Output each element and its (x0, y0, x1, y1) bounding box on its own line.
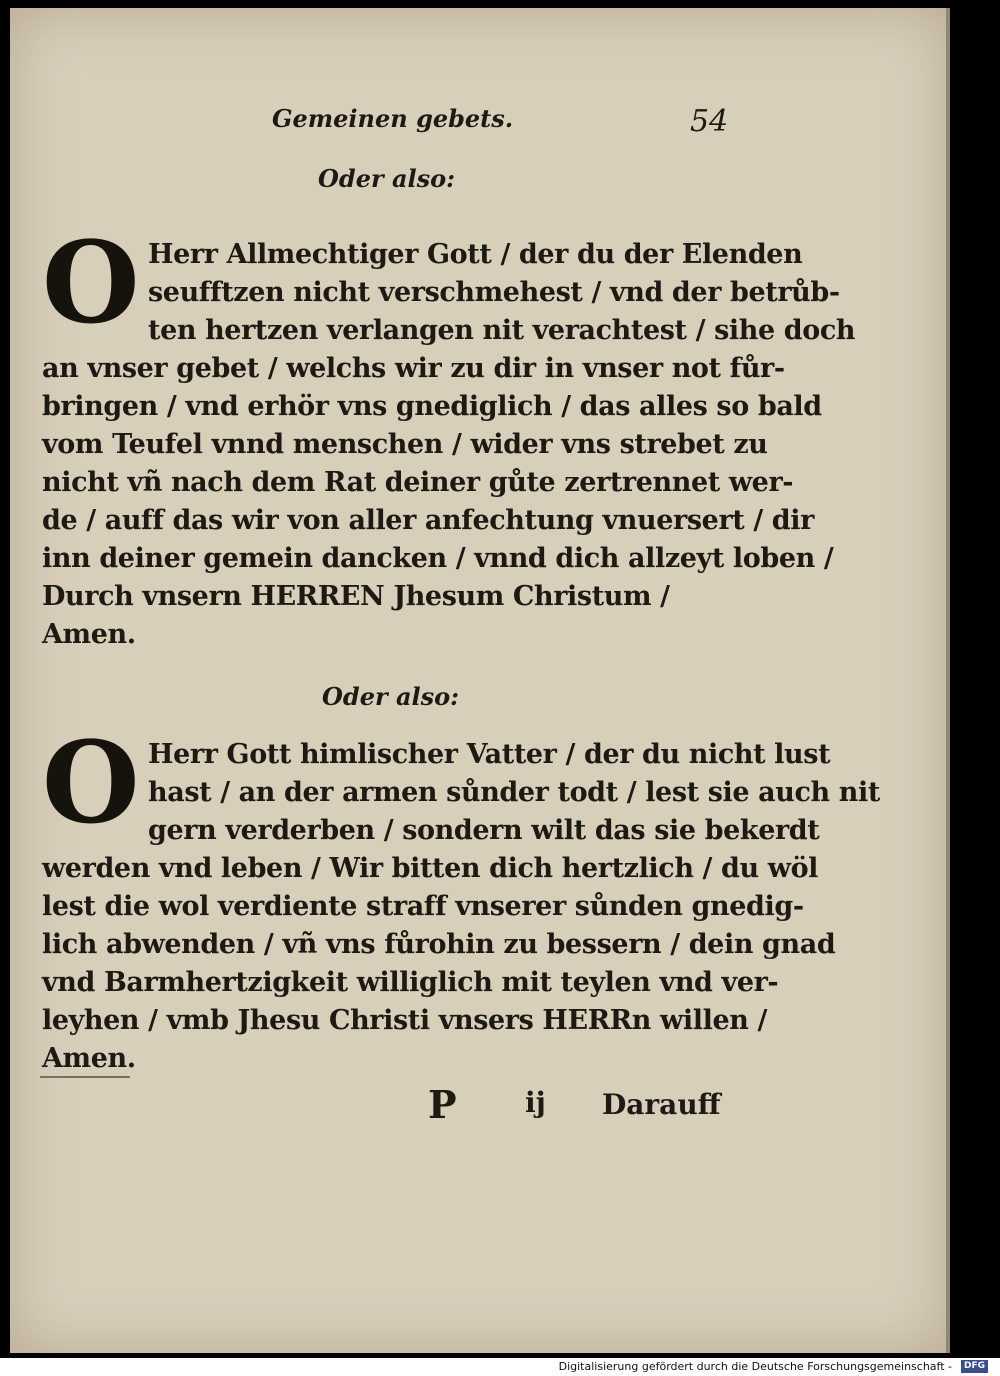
text-line: vom Teufel vnnd menschen / wider vns strebet zu (42, 429, 768, 460)
page-number: 54 (690, 104, 729, 139)
prayer-2 (42, 718, 880, 1078)
text-line: bringen / vnd erhör vns gnediglich / das alles so bald (42, 391, 822, 422)
text-line: nicht vñ nach dem Rat deiner gůte zertrennet wer- (42, 467, 794, 498)
page-edge (946, 8, 950, 1353)
text-line: gern verderben / sondern wilt das sie bekerdt (148, 815, 820, 846)
running-head: Gemeinen gebets. (272, 104, 514, 133)
text-line: inn deiner gemein dancken / vnnd dich allzeyt loben / (42, 543, 834, 574)
text-line: lest die wol verdiente straff vnserer sůnden gnedig- (42, 891, 804, 922)
text-line: de / auff das wir von aller anfechtung vnuersert / dir (42, 505, 814, 536)
text-line: ten hertzen verlangen nit verachtest / sihe doch (148, 315, 856, 346)
prayer-heading-2: Oder also: (322, 682, 460, 711)
signature-mark: P (428, 1082, 457, 1127)
footer-credit: Digitalisierung gefördert durch die Deutsche Forschungsgemeinschaft - (558, 1360, 952, 1373)
catchword: Darauff (602, 1088, 721, 1121)
text-line: vnd Barmhertzigkeit williglich mit teylen vnd ver- (42, 967, 779, 998)
text-line: Durch vnsern HERREN Jhesum Christum / (42, 581, 670, 612)
text-line: Amen. (42, 1043, 136, 1074)
prayer-heading-1: Oder also: (318, 164, 456, 193)
text-line: Amen. (42, 619, 136, 650)
text-line: leyhen / vmb Jhesu Christi vnsers HERRn willen / (42, 1005, 767, 1036)
signature-number: ij (525, 1086, 546, 1119)
drop-cap: O (42, 218, 140, 349)
text-line: lich abwenden / vñ vns fůrohin zu bessern / dein gnad (42, 929, 836, 960)
text-line: seufftzen nicht verschmehest / vnd der betrůb- (148, 277, 840, 308)
dfg-logo: DFG (961, 1360, 988, 1373)
book-page (10, 8, 948, 1353)
text-line: Herr Allmechtiger Gott / der du der Elenden (148, 239, 803, 270)
text-line: werden vnd leben / Wir bitten dich hertzlich / du wöl (42, 853, 819, 884)
text-line: Herr Gott himlischer Vatter / der du nicht lust (148, 739, 831, 770)
drop-cap: O (42, 718, 140, 849)
prayer-1 (42, 218, 856, 654)
text-line: hast / an der armen sůnder todt / lest sie auch nit (148, 777, 880, 808)
text-line: an vnser gebet / welchs wir zu dir in vnser not fůr- (42, 353, 785, 384)
divider (40, 1076, 130, 1078)
